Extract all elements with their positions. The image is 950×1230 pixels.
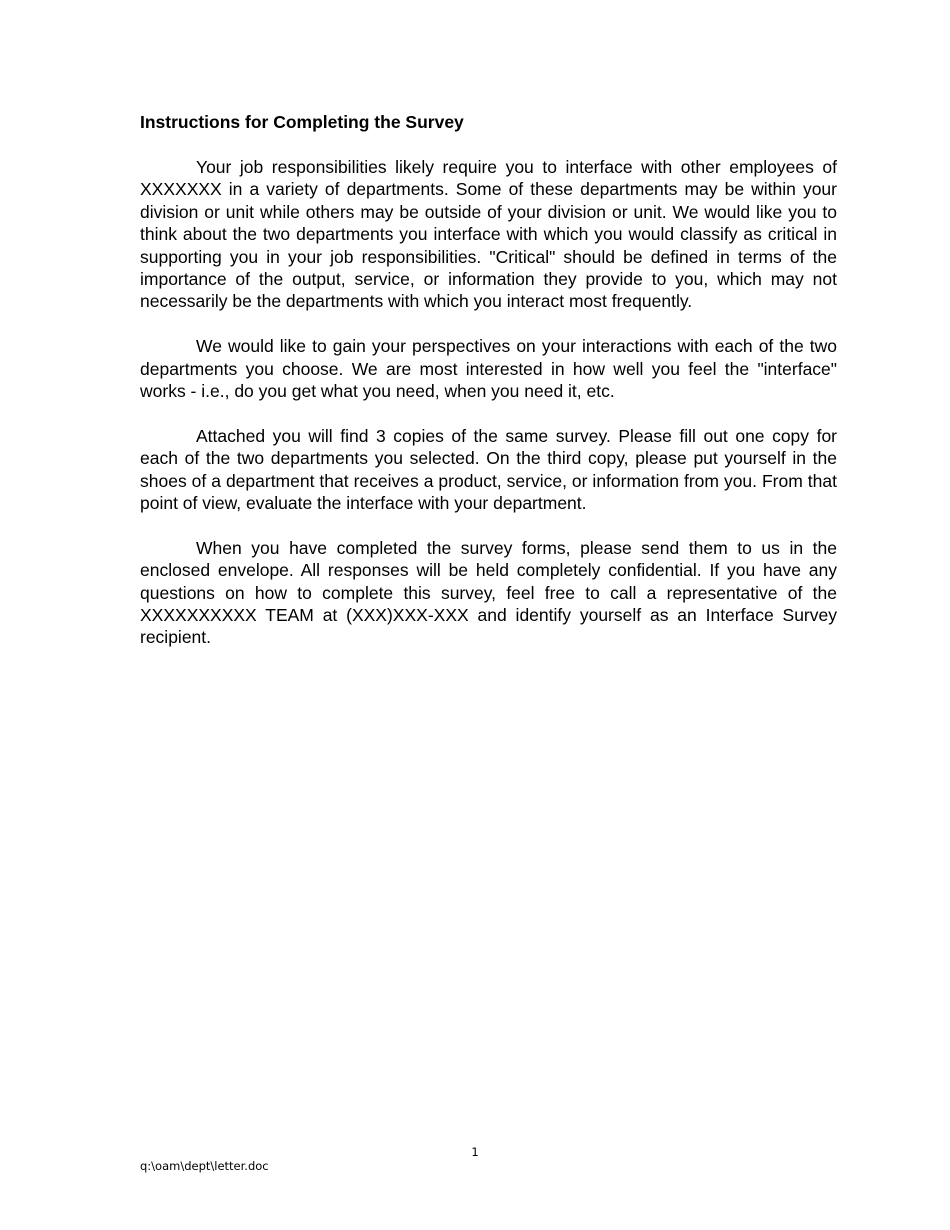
paragraph-intro: Your job responsibilities likely require you to interface with other employees of XXXXXXX in a variety of departments. Some of these departments may be within your division or unit while others may be outside of your division or unit. We would like you to think about the two departments you interface with which you would classify as critical in supporting you in your job responsibilities. "Critical" should be defined in terms of the importance of the output, service, or information they provide to you, which may not necessarily be the departments with which you interact most frequently. xyxy=(140,157,837,312)
paragraph-perspectives: We would like to gain your perspectives on your interactions with each of the two departments you choose. We are most interested in how well you feel the "interface" works - i.e., do you get what you need, when you need it, etc. xyxy=(140,336,837,402)
footer-file-path: q:\oam\dept\letter.doc xyxy=(140,1159,269,1173)
document-body xyxy=(140,111,837,671)
page-number: 1 xyxy=(471,1145,479,1159)
paragraph-return-instructions: When you have completed the survey forms, please send them to us in the enclosed envelope. All responses will be held completely confidential. If you have any questions on how to complete this survey, feel free to call a representative of the XXXXXXXXXX TEAM at (XXX)XXX-XXX and identify yourself as an Interface Survey recipient. xyxy=(140,537,837,648)
paragraph-copies: Attached you will find 3 copies of the same survey. Please fill out one copy for each of the two departments you selected. On the third copy, please put yourself in the shoes of a department that receives a product, service, or information from you. From that point of view, evaluate the interface with your department. xyxy=(140,425,837,514)
document-heading: Instructions for Completing the Survey xyxy=(140,112,464,132)
